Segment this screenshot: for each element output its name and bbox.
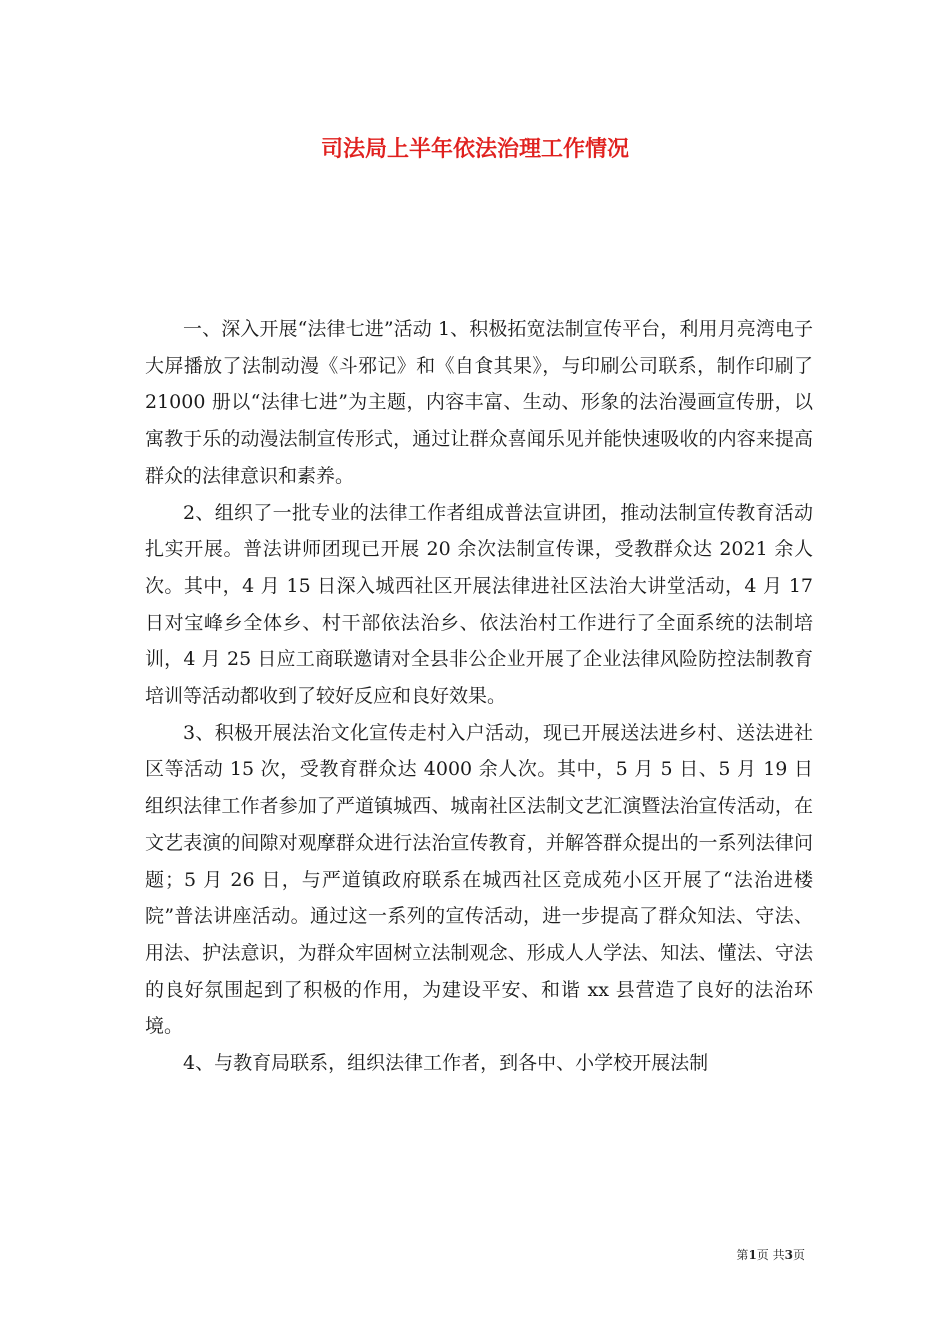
footer-total-pages: 3: [784, 1248, 793, 1262]
page-number-footer: [736, 1247, 805, 1263]
paragraph-2: 2、组织了一批专业的法律工作者组成普法宣讲团，推动法制宣传教育活动扎实开展。普法讲师团现已开展 20 余次法制宣传课，受教群众达 2021 余人次。其中，4 月 15 日深入城西社区开展法律进社区法治大讲堂活动，4 月 17 日对宝峰乡全体乡、村干部依法治乡、依法治村工作进行了全面系统的法制培训，4 月 25 日应工商联邀请对全县非公企业开展了企业法律风险防控法制教育培训等活动都收到了较好反应和良好效果。: [145, 501, 813, 708]
footer-middle: 页 共: [756, 1248, 785, 1262]
paragraph-3: 3、积极开展法治文化宣传走村入户活动，现已开展送法进乡村、送法进社区等活动 15 次，受教育群众达 4000 余人次。其中，5 月 5 日、5 月 19 日组织法律工作者参加了严道镇城西、城南社区法制文艺汇演暨法治宣传活动，在文艺表演的间隙对观摩群众进行法治宣传教育，并解答群众提出的一系列法律问题；5 月 26 日，与严道镇政府联系在城西社区竞成苑小区开展了“法治进楼院”普法讲座活动。通过这一系列的宣传活动，进一步提高了群众知法、守法、用法、护法意识，为群众牢固树立法制观念、形成人人学法、知法、懂法、守法的良好氛围起到了积极的作用，为建设平安、和谐 xx 县营造了良好的法治环境。: [145, 721, 813, 1038]
document-title: 司法局上半年依法治理工作情况: [320, 136, 629, 162]
paragraph-1: 一、深入开展“法律七进”活动 1、积极拓宽法制宣传平台，利用月亮湾电子大屏播放了法制动漫《斗邪记》和《自食其果》，与印刷公司联系，制作印刷了 21000 册以“法律七进”为主题，内容丰富、生动、形象的法治漫画宣传册，以寓教于乐的动漫法制宣传形式，通过让群众喜闻乐见并能快速吸收的内容来提高群众的法律意识和素养。: [145, 318, 813, 487]
footer-suffix: 页: [792, 1248, 805, 1262]
footer-current-page: 1: [748, 1248, 757, 1262]
paragraph-4: 4、与教育局联系，组织法律工作者，到各中、小学校开展法制: [183, 1052, 709, 1075]
footer-prefix: 第: [736, 1248, 749, 1262]
document-body: [145, 311, 813, 1082]
